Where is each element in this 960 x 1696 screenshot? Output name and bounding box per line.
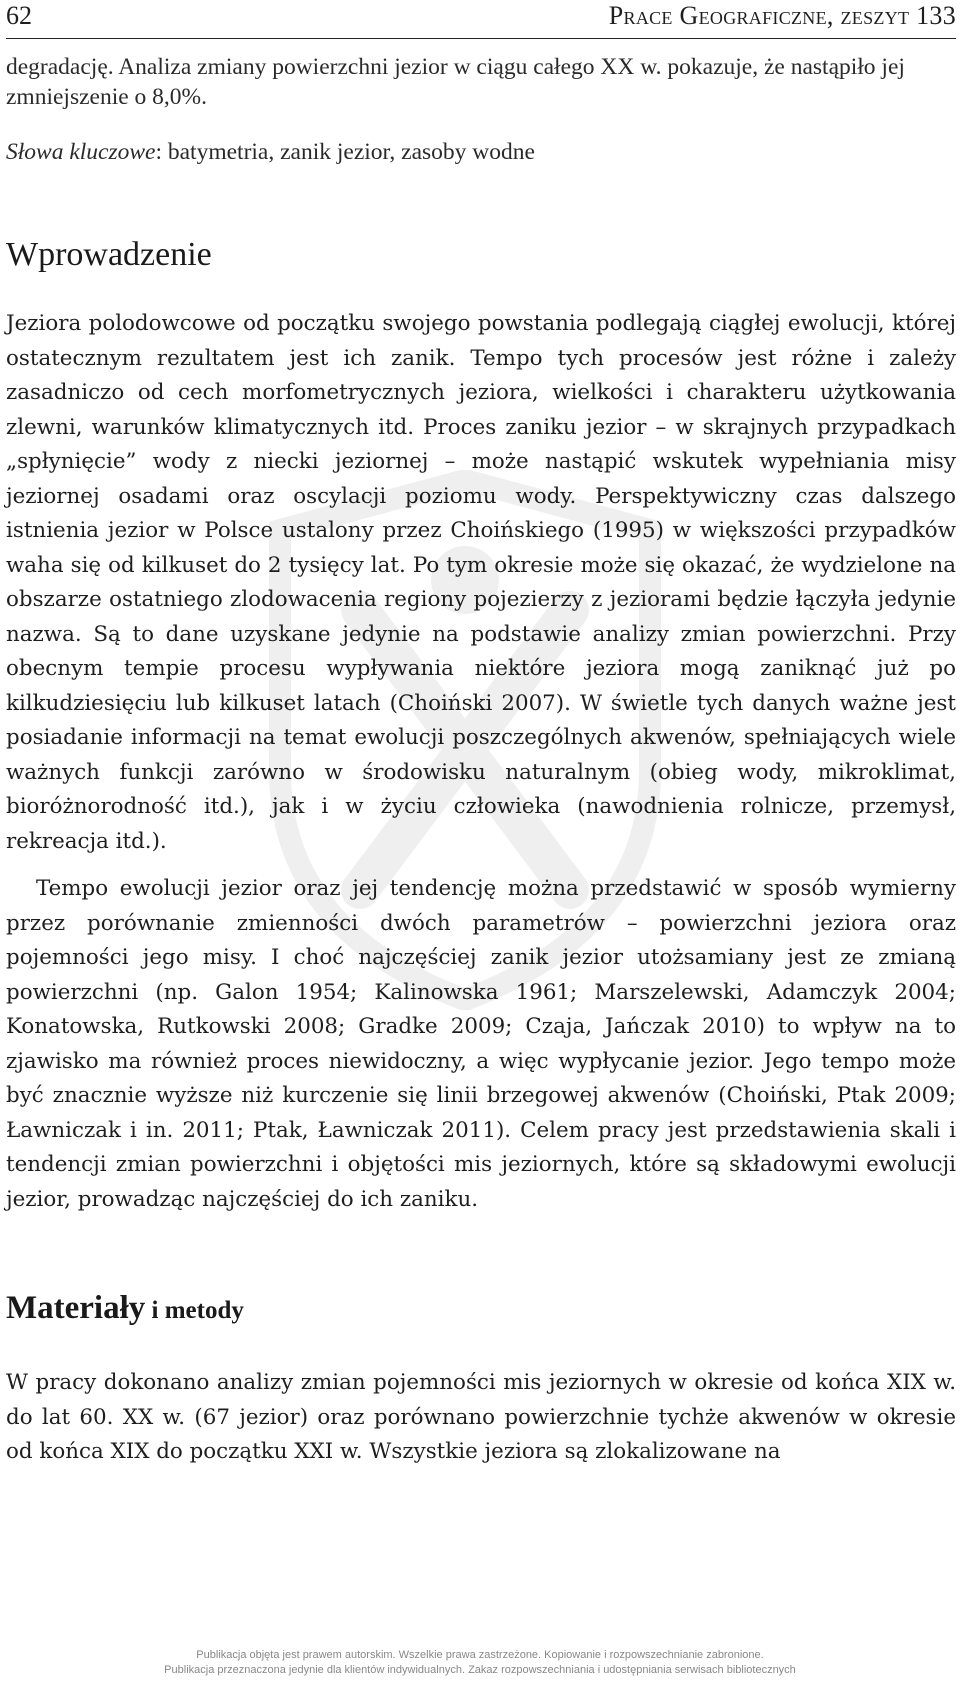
keywords-text: : batymetria, zanik jezior, zasoby wodne	[155, 139, 535, 165]
section-heading-methods	[6, 1290, 244, 1327]
keywords	[6, 137, 956, 167]
methods-title-rest: i metody	[145, 1297, 244, 1324]
running-header	[6, 0, 956, 39]
page-number: 62	[6, 1, 32, 30]
intro-paragraph-2: Tempo ewolucji jezior oraz jej tendencję można przedstawić w sposób wymierny przez porównanie zmienności dwóch parametrów – powierzchni jeziora oraz pojemności jego misy. I choć najczęściej zanik jezior utożsamiany jest ze zmianą powierzchni (np. Galon 1954; Kalinowska 1961; Marszelewski, Adamczyk 2004; Konatowska, Rutkowski 2008; Gradke 2009; Czaja, Jańczak 2010) to wpływ na to zjawisko ma również proces niewidoczny, a więc wypłycanie jezior. Jego tempo może być znacznie wyższe niż kurczenie się linii brzegowej akwenów (Choiński, Ptak 2009; Ławniczak i in. 2011; Ptak, Ławniczak 2011). Celem pracy jest przedstawienia skali i tendencji zmian powierzchni i objętości mis jeziornych, które są składowymi ewolucji jezior, prowadząc najczęściej do ich zaniku.	[6, 876, 956, 1212]
footer-line-2: Publikacja przeznaczona jedynie dla klientów indywidualnych. Zakaz rozpowszechniania i udostępniania serwisach bibliotecznych	[164, 1664, 796, 1676]
intro-paragraph-1: Jeziora polodowcowe od początku swojego powstania podlegają ciągłej ewolucji, której ostatecznym rezultatem jest ich zanik. Tempo tych procesów jest różne i zależy zasadniczo od cech morfometrycznych jeziora, wielkości i charakteru użytkowania zlewni, warunków klimatycznych itd. Proces zaniku jezior – w skrajnych przypadkach „spłynięcie” wody z niecki jeziornej – może nastąpić wskutek wypełniania misy jeziornej osadami oraz oscylacji poziomu wody. Perspektywiczny czas dalszego istnienia jezior w Polsce ustalony przez Choińskiego (1995) w większości przypadków waha się od kilkuset do 2 tysięcy lat. Po tym okresie może się okazać, że wydzielone na obszarze ostatniego zlodowacenia regiony pojezierzy z jeziorami będzie łączyła jedynie nazwa. Są to dane uzyskane jedynie na podstawie analizy zmian powierzchni. Przy obecnym tempie procesu wypływania niektóre jeziora mogą zaniknąć już po kilkudziesięciu lub kilkuset latach (Choiński 2007). W świetle tych danych ważne jest posiadanie informacji na temat ewolucji poszczególnych akwenów, spełniających wiele ważnych funkcji zarówno w środowisku naturalnym (obieg wody, mikroklimat, bioróżnorodność itd.), jak i w życiu człowieka (nawodnienia rolnicze, przemysł, rekreacja itd.).	[6, 311, 956, 854]
keywords-label: Słowa kluczowe	[6, 139, 156, 165]
abstract-continuation: degradację. Analiza zmiany powierzchni jezior w ciągu całego XX w. pokazuje, że nastąpiło jej zmniejszenie o 8,0%.	[6, 54, 905, 110]
journal-title: Prace Geograficzne, zeszyt 133	[608, 1, 956, 30]
footer-line-1: Publikacja objęta jest prawem autorskim. Wszelkie prawa zastrzeżone. Kopiowanie i rozpowszechnianie zabronione.	[196, 1649, 764, 1661]
methods-paragraph-1: W pracy dokonano analizy zmian pojemności mis jeziornych w okresie od końca XIX w. do lat 60. XX w. (67 jezior) oraz porównano powierzchnie tychże akwenów w okresie od końca XIX do początku XXI w. Wszystkie jeziora są zlokalizowane na	[6, 1370, 956, 1464]
section-heading-introduction: Wprowadzenie	[6, 236, 212, 273]
copyright-footer	[0, 1648, 960, 1678]
methods-title-main: Materiały	[6, 1290, 146, 1326]
